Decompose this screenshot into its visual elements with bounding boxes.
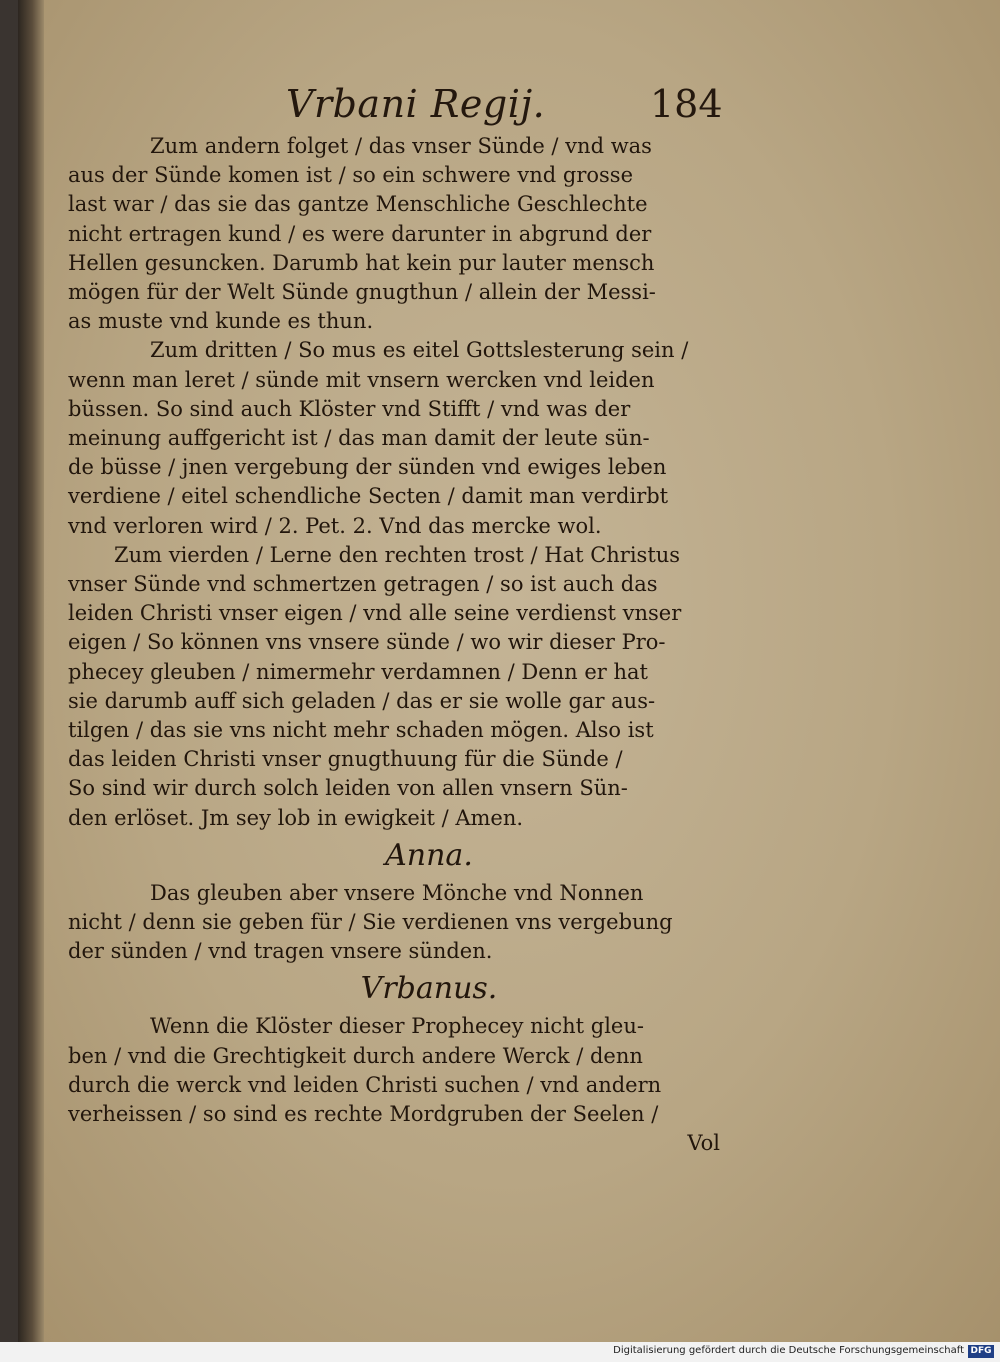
text-line: aus der Sünde komen ist / so ein schwere vnd grosse xyxy=(68,163,633,188)
text-line: as muste vnd kunde es thun. xyxy=(68,309,374,334)
speaker-heading: Vrbanus. xyxy=(360,971,498,1007)
footer-bar xyxy=(0,1342,1000,1362)
text-line: meinung auffgericht ist / das man damit der leute sün- xyxy=(68,426,650,451)
text-line: eigen / So können vns vnsere sünde / wo wir dieser Pro- xyxy=(68,630,666,655)
text-line: mögen für der Welt Sünde gnugthun / allein der Messi- xyxy=(68,280,656,305)
text-line: verdiene / eitel schendliche Secten / damit man verdirbt xyxy=(68,484,669,509)
paragraph xyxy=(68,541,750,833)
text-line: sie darumb auff sich geladen / das er sie wolle gar aus- xyxy=(68,688,656,713)
dfg-logo: DFG xyxy=(968,1345,994,1358)
text-line: phecey gleuben / nimermehr verdamnen / Denn er hat xyxy=(68,659,648,684)
text-line: verheissen / so sind es rechte Mordgruben der Seelen / xyxy=(68,1102,659,1127)
text-line: Hellen gesuncken. Darumb hat kein pur lauter mensch xyxy=(68,250,655,275)
paragraph xyxy=(68,879,750,967)
text-line: Das gleuben aber vnsere Mönche vnd Nonnen xyxy=(150,880,644,905)
paragraph xyxy=(68,1012,750,1129)
text-line: durch die werck vnd leiden Christi suchen / vnd andern xyxy=(68,1072,662,1097)
text-line: vnd verloren wird / 2. Pet. 2. Vnd das mercke wol. xyxy=(68,513,602,538)
text-line: de büsse / jnen vergebung der sünden vnd ewiges leben xyxy=(68,455,667,480)
text-line: büssen. So sind auch Klöster vnd Stifft / vnd was der xyxy=(68,396,631,421)
text-line: ben / vnd die Grechtigkeit durch andere Werck / denn xyxy=(68,1043,643,1068)
running-title: Vrbani Regij. xyxy=(286,82,546,126)
text-line: wenn man leret / sünde mit vnsern wercken vnd leiden xyxy=(68,367,655,392)
text-line: So sind wir durch solch leiden von allen vnsern Sün- xyxy=(68,776,628,801)
paragraph xyxy=(68,336,750,540)
book-page xyxy=(18,0,1000,1342)
text-line: nicht ertragen kund / es were darunter in abgrund der xyxy=(68,221,652,246)
page-header xyxy=(18,82,1000,132)
text-line: vnser Sünde vnd schmertzen getragen / so ist auch das xyxy=(68,572,658,597)
text-line: leiden Christi vnser eigen / vnd alle seine verdienst vnser xyxy=(68,601,682,626)
main-text xyxy=(68,132,750,1159)
text-line: der sünden / vnd tragen vnsere sünden. xyxy=(68,939,493,964)
catchword: Vol xyxy=(687,1131,720,1156)
text-line: tilgen / das sie vns nicht mehr schaden mögen. Also ist xyxy=(68,718,654,743)
page-number: 184 xyxy=(650,82,723,126)
paragraph xyxy=(68,132,750,336)
text-line: Zum vierden / Lerne den rechten trost / Hat Christus xyxy=(114,542,681,567)
speaker-heading: Anna. xyxy=(385,837,473,873)
text-line: last war / das sie das gantze Menschliche Geschlechte xyxy=(68,192,648,217)
book-spine xyxy=(18,0,44,1342)
text-line: das leiden Christi vnser gnugthuung für die Sünde / xyxy=(68,747,623,772)
funding-notice: Digitalisierung gefördert durch die Deutsche Forschungsgemeinschaft xyxy=(613,1345,964,1356)
text-line: nicht / denn sie geben für / Sie verdienen vns vergebung xyxy=(68,910,673,935)
text-line: Wenn die Klöster dieser Prophecey nicht gleu- xyxy=(150,1014,644,1039)
text-line: Zum dritten / So mus es eitel Gottslesterung sein / xyxy=(150,338,689,363)
text-line: den erlöset. Jm sey lob in ewigkeit / Amen. xyxy=(68,805,524,830)
text-line: Zum andern folget / das vnser Sünde / vnd was xyxy=(150,134,652,158)
